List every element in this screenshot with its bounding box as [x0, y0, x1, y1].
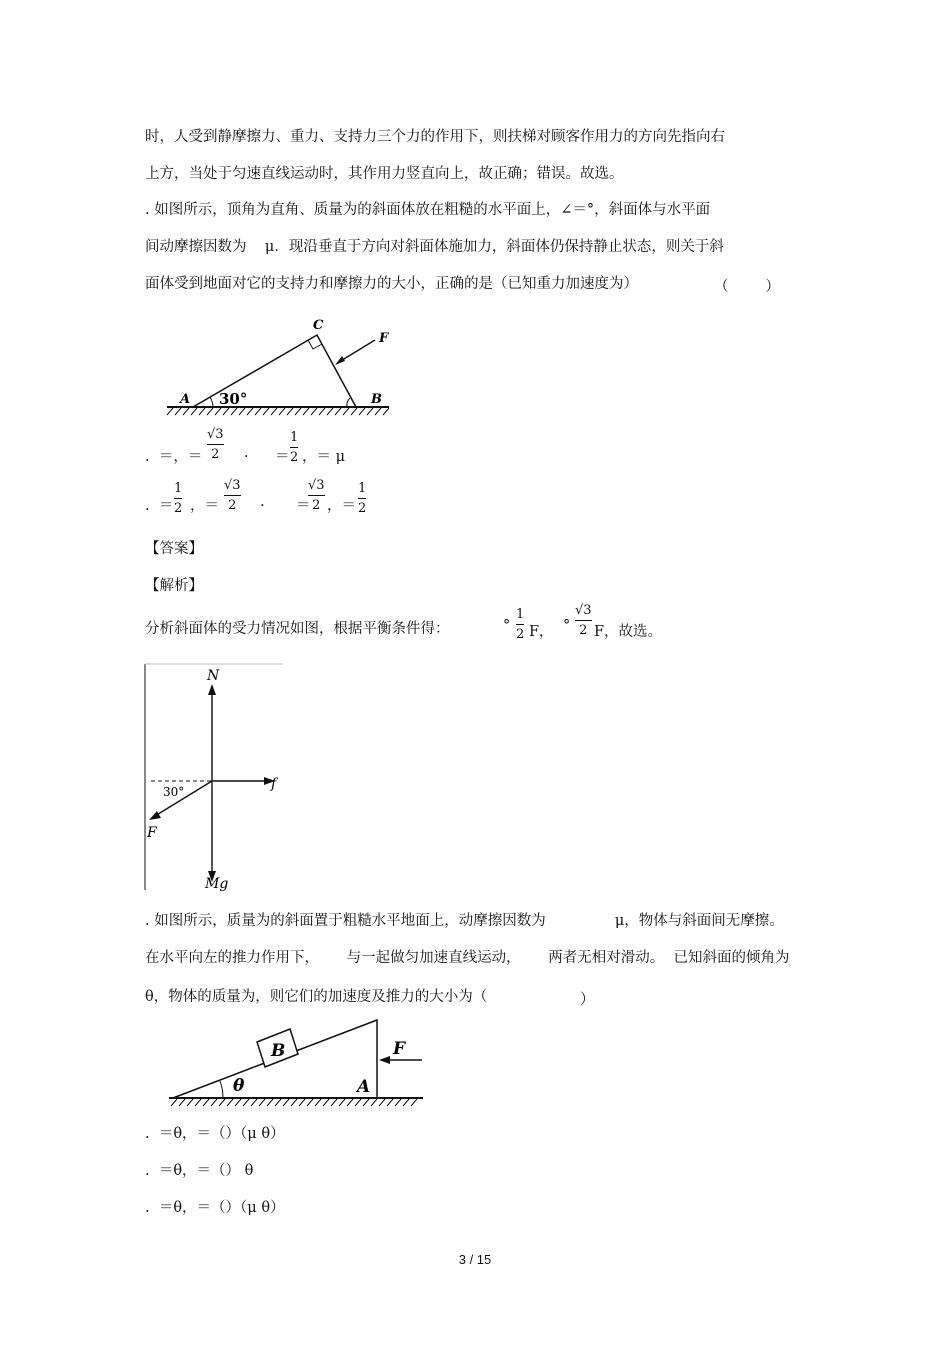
figure1-label-f: F — [379, 331, 389, 346]
fraction-bar — [516, 624, 524, 625]
analysis-text: 分析斜面体的受力情况如图，根据平衡条件得： — [145, 621, 450, 637]
question-2-stem-line-2: 在水平向左的推力作用下， 与一起做匀加速直线运动， 两者无相对滑动。 已知斜面的倾角为 — [145, 950, 790, 966]
fraction-bar — [174, 498, 182, 499]
fraction-sqrt3-over-2 — [224, 478, 241, 513]
fraction-bar — [575, 620, 592, 621]
figure-force-diagram — [143, 662, 288, 892]
figure3-label-a: A — [357, 1077, 371, 1097]
fraction-denominator: 2 — [211, 447, 220, 462]
figure2-angle-label: 30° — [163, 785, 185, 799]
fraction-denominator: 2 — [290, 450, 299, 465]
page-number: 3 / 15 — [458, 1252, 492, 1267]
fraction-denominator: 2 — [358, 501, 367, 516]
question-2-option-a: . ＝θ，＝（）（μ θ） — [145, 1126, 285, 1142]
option-d-tail: ，＝ — [327, 498, 356, 514]
fraction-numerator: 1 — [516, 607, 525, 622]
question-1-stem-line-3: 面体受到地面对它的支持力和摩擦力的大小，正确的是（已知重力加速度为） — [145, 276, 638, 292]
figure2-label-F: F — [147, 825, 157, 841]
fraction-numerator: √3 — [207, 427, 224, 442]
option-c-mid: ，＝ — [190, 498, 219, 514]
fraction-denominator: 2 — [579, 623, 588, 638]
figure1-label-a: A — [180, 392, 191, 407]
degree-symbol-2: ° — [563, 618, 571, 634]
option-c-prefix: . ＝ — [145, 498, 174, 514]
question-2-option-c: . ＝θ，＝（）（μ θ） — [145, 1200, 285, 1216]
fraction-sqrt3-over-2 — [308, 478, 325, 513]
question-2-option-b: . ＝θ，＝（） θ — [145, 1163, 254, 1179]
figure2-label-n: N — [207, 668, 220, 684]
fraction-denominator: 2 — [174, 501, 183, 516]
figure2-label-mg: Mg — [205, 876, 229, 892]
figure3-label-f: F — [393, 1039, 406, 1059]
text-line-2: 上方，当处于匀速直线运动时，其作用力竖直向上，故正确；错误。故选。 — [145, 166, 624, 182]
question-1-stem-line-1: . 如图所示，顶角为直角、质量为的斜面体放在粗糙的水平面上，∠＝°，斜面体与水平面 — [145, 202, 711, 218]
fraction-denominator: 2 — [312, 498, 321, 513]
figure1-label-b: B — [371, 392, 382, 407]
figure1-label-c: C — [313, 318, 324, 333]
fraction-numerator: 1 — [174, 481, 183, 496]
fraction-numerator: 1 — [358, 481, 367, 496]
figure3-label-b: B — [271, 1041, 286, 1061]
fraction-1-over-2 — [358, 481, 366, 516]
fraction-1-over-2 — [290, 430, 298, 465]
figure1-angle-label: 30° — [219, 390, 248, 408]
degree-symbol-1: ° — [503, 618, 511, 634]
answer-parenthesis: （ ） — [714, 279, 780, 295]
question-2-stem-line-3: θ，物体的质量为，则它们的加速度及推力的大小为（ — [145, 989, 488, 1005]
option-b-dot: . — [244, 445, 249, 461]
figure3-angle-label: θ — [233, 1076, 245, 1096]
fraction-numerator: 1 — [290, 430, 299, 445]
fraction-bar — [358, 498, 366, 499]
fraction-denominator: 2 — [516, 627, 525, 642]
figure2-label-f-small: f — [271, 776, 277, 792]
text-line-1: 时，人受到静摩擦力、重力、支持力三个力的作用下，则扶梯对顾客作用力的方向先指向右 — [145, 129, 725, 145]
fraction-bar — [207, 444, 224, 445]
fraction-numerator: √3 — [575, 603, 592, 618]
option-d-equals: ＝ — [296, 498, 311, 514]
fraction-sqrt3-over-2 — [207, 427, 224, 462]
option-b-equals: ＝ — [275, 449, 290, 465]
option-b-tail: ，＝ μ — [302, 449, 346, 465]
analysis-f1: F， — [529, 624, 554, 640]
fraction-numerator: √3 — [224, 478, 241, 493]
fraction-sqrt3-over-2 — [575, 603, 592, 638]
answer-heading: 【答案】 — [145, 541, 203, 557]
fraction-1-over-2 — [516, 607, 524, 642]
fraction-bar — [308, 495, 325, 496]
analysis-f2: F，故选。 — [594, 624, 663, 640]
figure-incline-triangle — [165, 312, 395, 417]
option-a-prefix: . ＝，＝ — [145, 449, 203, 465]
fraction-bar — [224, 495, 241, 496]
question-2-stem-line-1: . 如图所示，质量为的斜面置于粗糙水平地面上，动摩擦因数为 μ，物体与斜面间无摩擦。 — [145, 913, 784, 929]
figure-wedge-block — [165, 1014, 427, 1112]
answer-parenthesis-close: ） — [580, 992, 595, 1008]
fraction-1-over-2 — [174, 481, 182, 516]
question-1-stem-line-2: 间动摩擦因数为 μ．现沿垂直于方向对斜面体施加力，斜面体仍保持静止状态，则关于斜 — [145, 239, 724, 255]
option-d-dot: . — [260, 494, 265, 510]
fraction-numerator: √3 — [308, 478, 325, 493]
fraction-denominator: 2 — [228, 498, 237, 513]
analysis-heading: 【解析】 — [145, 578, 203, 594]
fraction-bar — [290, 447, 298, 448]
